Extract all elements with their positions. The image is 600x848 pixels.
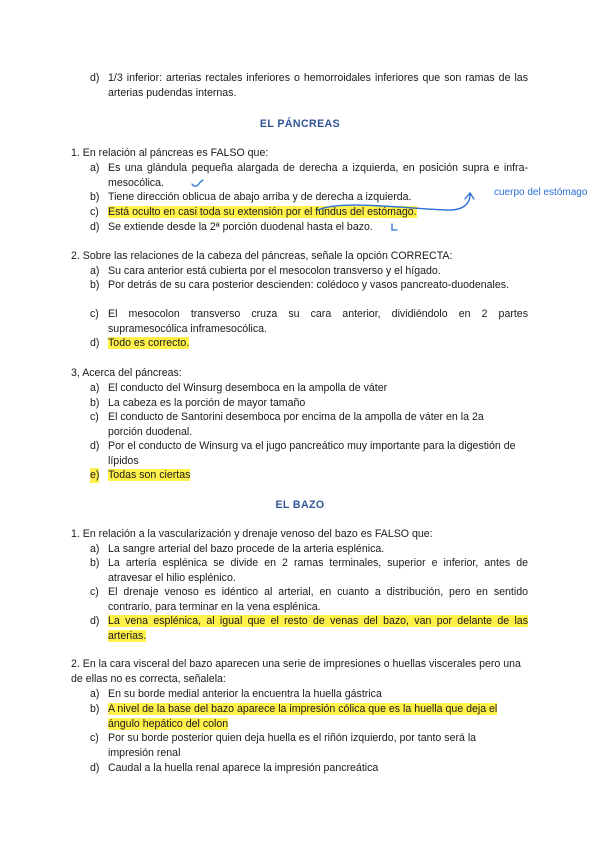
option-text: El mesocolon transverso cruza su cara anterior, dividiéndolo en 2 partes supramesocólica inframesocólica. xyxy=(108,308,528,335)
option-label: a) xyxy=(90,543,100,555)
option-label: b) xyxy=(90,703,100,715)
option-text: Por detrás de su cara posterior descienden: colédoco y vasos pancreato-duodenales. xyxy=(108,279,510,291)
option-label: d) xyxy=(90,337,100,349)
option-b xyxy=(90,396,528,411)
section-heading-bazo: EL BAZO xyxy=(275,499,325,511)
question-pancreas-3: 3, Acerca del páncreas: xyxy=(71,367,182,379)
option-text: El conducto del Winsurg desemboca en la ampolla de váter xyxy=(108,382,388,394)
option-text: Su cara anterior está cubierta por el mesocolon transverso y el hígado. xyxy=(108,265,441,277)
option-text: Caudal a la huella renal aparece la impresión pancreática xyxy=(108,762,379,774)
option-a xyxy=(90,542,528,557)
option-a xyxy=(90,161,528,190)
option-label: b) xyxy=(90,191,100,203)
option-label: d) xyxy=(90,440,100,452)
highlighted-answer: Todo es correcto. xyxy=(108,337,190,349)
option-label: c) xyxy=(90,206,99,218)
option-text: Por su borde posterior quien deja huella es el riñón izquierdo, por tanto será la impresión renal xyxy=(108,732,477,759)
question-bazo-2: 2. En la cara visceral del bazo aparecen una serie de impresiones o huellas viscerales pero una de ellas no es correcta, señalela: xyxy=(71,658,521,685)
option-label: d) xyxy=(90,72,100,84)
option-label: a) xyxy=(90,382,100,394)
option-c xyxy=(90,205,528,220)
option-label: b) xyxy=(90,397,100,409)
option-c xyxy=(90,410,510,439)
option-text: Es una glándula pequeña alargada de derecha a izquierda, en posición supra e infra-mesocólica. xyxy=(108,162,528,189)
option-d xyxy=(90,614,528,643)
option-c xyxy=(90,731,522,760)
option-a xyxy=(90,687,528,702)
option-d xyxy=(90,761,528,776)
option-text: La artería esplénica se divide en 2 ramas terminales, superior e inferior, antes de atravesar el hilio esplénico. xyxy=(108,557,528,584)
option-text: El drenaje venoso es idéntico al arterial, en cuanto a distribución, pero en sentido contrario, para terminar en la vena esplénica. xyxy=(108,586,528,613)
highlighted-answer: La vena esplénica, al igual que el resto de venas del bazo, van por delante de las arterias. xyxy=(108,615,528,642)
handwritten-annotation: cuerpo del estómago xyxy=(494,187,588,198)
question-pancreas-1: 1. En relación al páncreas es FALSO que: xyxy=(71,147,269,159)
option-label: c) xyxy=(90,586,99,598)
option-label: c) xyxy=(90,732,99,744)
option-label: c) xyxy=(90,308,99,320)
option-b xyxy=(90,278,528,293)
highlighted-answer: A nivel de la base del bazo aparece la impresión cólica que es la huella que deja el ángulo hepático del colon xyxy=(108,703,498,730)
option-label: b) xyxy=(90,557,100,569)
option-a xyxy=(90,381,528,396)
option-c xyxy=(90,585,528,614)
option-d xyxy=(90,220,528,235)
option-text: En su borde medial anterior la encuentra la huella gástrica xyxy=(108,688,382,700)
question-bazo-1: 1. En relación a la vascularización y drenaje venoso del bazo es FALSO que: xyxy=(71,528,433,540)
option-d xyxy=(90,439,522,468)
option-e xyxy=(90,468,528,483)
option-label: d) xyxy=(90,762,100,774)
option-text: El conducto de Santorini desemboca por encima de la ampolla de váter en la 2a porción duodenal. xyxy=(108,411,484,438)
option-text: La sangre arterial del bazo procede de la arteria esplénica. xyxy=(108,543,385,555)
option-text: Se extiende desde la 2ª porción duodenal hasta el bazo. xyxy=(108,221,373,233)
option-label: d) xyxy=(90,615,100,627)
option-text: La cabeza es la porción de mayor tamaño xyxy=(108,397,306,409)
option-b xyxy=(90,702,528,731)
option-text: Tiene dirección oblicua de abajo arriba y de derecha a izquierda. xyxy=(108,191,412,203)
option-b xyxy=(90,556,528,585)
option-label: b) xyxy=(90,279,100,291)
option-c xyxy=(90,307,528,336)
highlighted-answer: Todas son ciertas xyxy=(108,469,191,481)
question-pancreas-2: 2. Sobre las relaciones de la cabeza del páncreas, señale la opción CORRECTA: xyxy=(71,250,453,262)
option-text: 1/3 inferior: arterias rectales inferiores o hemorroidales inferiores que son ramas de las arterias pudendas internas. xyxy=(108,72,528,99)
option-b xyxy=(90,190,528,205)
option-label: e) xyxy=(90,469,100,481)
option-a xyxy=(90,264,528,279)
option-d-top xyxy=(90,71,528,100)
option-label: a) xyxy=(90,162,100,174)
option-label: c) xyxy=(90,411,99,423)
option-label: a) xyxy=(90,688,100,700)
section-heading-pancreas: EL PÁNCREAS xyxy=(259,118,341,130)
highlighted-answer: Está oculto en casi toda su extensión por el fundus del estómago. xyxy=(108,206,417,218)
option-label: d) xyxy=(90,221,100,233)
option-label: a) xyxy=(90,265,100,277)
option-text: Por el conducto de Winsurg va el jugo pancreático muy importante para la digestión de lípidos xyxy=(108,440,516,467)
option-d xyxy=(90,336,528,351)
